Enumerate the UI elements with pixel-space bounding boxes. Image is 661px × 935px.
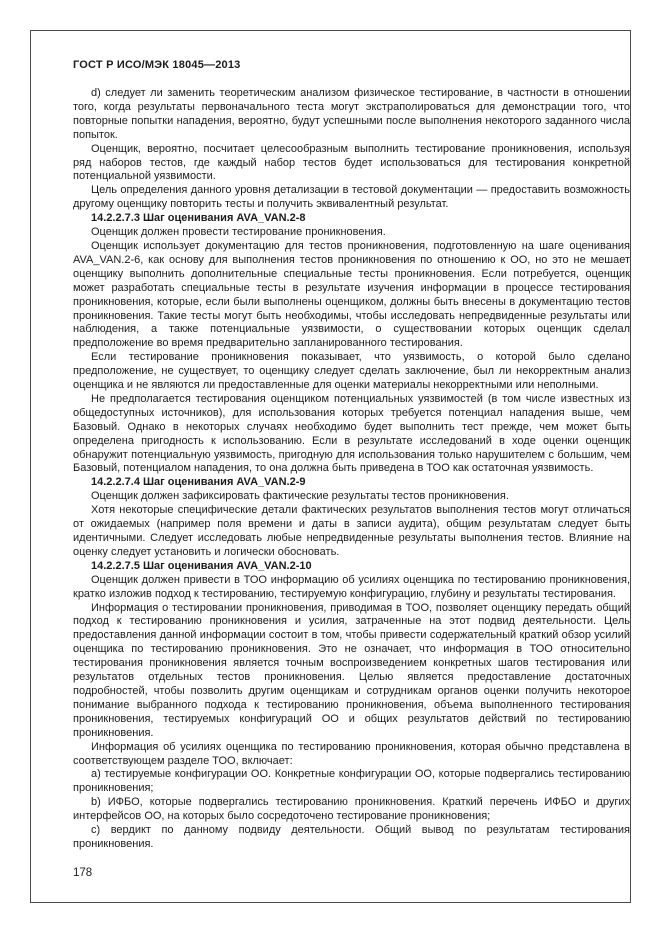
document-body <box>73 87 630 852</box>
paragraph: Оценщик использует документацию для тестов проникновения, подготовленную на шаге оценивания AVA_VAN.2-6, как основу для выполнения тестов проникновения по отношению к ОО, но это не мешает оценщику выполнить дополнительные специальные тесты проникновения. Если потребуется, оценщик может разработать специальные тесты в результате изучения информации в процессе тестирования проникновения, которые, если были выполнены оценщиком, должны быть внесены в документацию тестов проникновения. Такие тесты могут быть необходимы, чтобы исследовать непредвиденные результаты или наблюдения, а также потенциальные уязвимости, о существовании которых оценщик сделал предположение во время предварительно запланированного тестирования. <box>73 239 630 350</box>
paragraph: Информация о тестировании проникновения, приводимая в ТОО, позволяет оценщику передать общий подход к тестированию проникновения и усилия, затраченные на этот подвид деятельности. Цель предоставления данной информации состоит в том, чтобы привести содержательный краткий обзор усилий оценщика по тестированию проникновения. Это не означает, что информация в ТОО относительно тестирования проникновения является точным воспроизведением конкретных шагов тестирования или результатов отдельных тестов проникновения. Целью является предоставление достаточных подробностей, чтобы позволить другим оценщикам и сотрудникам органов оценки получить некоторое понимание выбранного подхода к тестированию проникновения, объема выполненного тестирования проникновения, тестируемых конфигураций ОО и общих результатов действий по тестированию проникновения. <box>73 601 630 739</box>
list-item-d: d) следует ли заменить теоретическим анализом физическое тестирование, в частности в отношении того, когда результаты первоначального теста могут экстраполироваться для демонстрации того, что повторные попытки нападения, вероятно, будут успешными после выполнения некоторого заданного числа попыток. <box>73 87 630 141</box>
paragraph: Оценщик, вероятно, посчитает целесообразным выполнить тестирование проникновения, используя ряд наборов тестов, где каждый набор тестов будет использоваться для тестирования конкретной потенциальной уязвимости. <box>73 142 630 183</box>
list-item-b: b) ИФБО, которые подвергались тестированию проникновения. Краткий перечень ИФБО и других интерфейсов ОО, на которых было сосредоточено тестирование проникновения; <box>73 796 630 823</box>
paragraph: Цель определения данного уровня детализации в тестовой документации — предоставить возможность другому оценщику повторить тесты и получить эквивалентный результат. <box>73 184 630 211</box>
work-unit-statement: Оценщик должен провести тестирование проникновения. <box>91 226 386 239</box>
work-unit-statement: Оценщик должен зафиксировать фактические результаты тестов проникновения. <box>91 490 509 503</box>
list-item-c: c) вердикт по данному подвиду деятельности. Общий вывод по результатам тестирования проникновения. <box>73 824 630 850</box>
section-heading: 14.2.2.7.5 Шаг оценивания AVA_VAN.2-10 <box>91 559 312 572</box>
paragraph: Информация об усилиях оценщика по тестированию проникновения, которая обычно представлена в соответствующем разделе ТОО, включает: <box>73 740 630 767</box>
section-heading: 14.2.2.7.4 Шаг оценивания AVA_VAN.2-9 <box>91 476 306 489</box>
page-number: 178 <box>73 867 93 879</box>
paragraph: Хотя некоторые специфические детали фактических результатов выполнения тестов могут отличаться от ожидаемых (например поля времени и даты в записи аудита), общим результатам следует быть идентичными. Следует исследовать любые непредвиденные результаты выполнения тестов. Влияние на оценку следует установить и логически обосновать. <box>73 504 630 558</box>
section-heading: 14.2.2.7.3 Шаг оценивания AVA_VAN.2-8 <box>91 212 306 225</box>
list-item-a: a) тестируемые конфигурации ОО. Конкретные конфигурации ОО, которые подвергались тестированию проникновения; <box>73 768 630 795</box>
document-header: ГОСТ Р ИСО/МЭК 18045—2013 <box>73 59 241 71</box>
page-border <box>30 30 631 903</box>
work-unit-statement: Оценщик должен привести в ТОО информацию об усилиях оценщика по тестированию проникновения, кратко изложив подход к тестированию, тестируемую конфигурацию, глубину и результаты тестирования. <box>73 573 630 600</box>
paragraph: Если тестирование проникновения показывает, что уязвимость, о которой было сделано предположение, не существует, то оценщику следует сделать заключение, был ли некорректным анализ оценщика и не являются ли предоставленные для оценки материалы некорректными или неполными. <box>73 351 630 392</box>
paragraph: Не предполагается тестирования оценщиком потенциальных уязвимостей (в том числе известных из общедоступных источников), для использования которых требуется потенциал нападения выше, чем Базовый. Однако в некоторых случаях необходимо будет выполнить тест прежде, чем может быть определена пригодность к использованию. Если в результате исследований в ходе оценки оценщик обнаружит потенциальную уязвимость, пригодную для использования только нарушителем с большим, чем Базовый, потенциалом нападения, то она должна быть приведена в ТОО как остаточная уязвимость. <box>73 392 630 475</box>
